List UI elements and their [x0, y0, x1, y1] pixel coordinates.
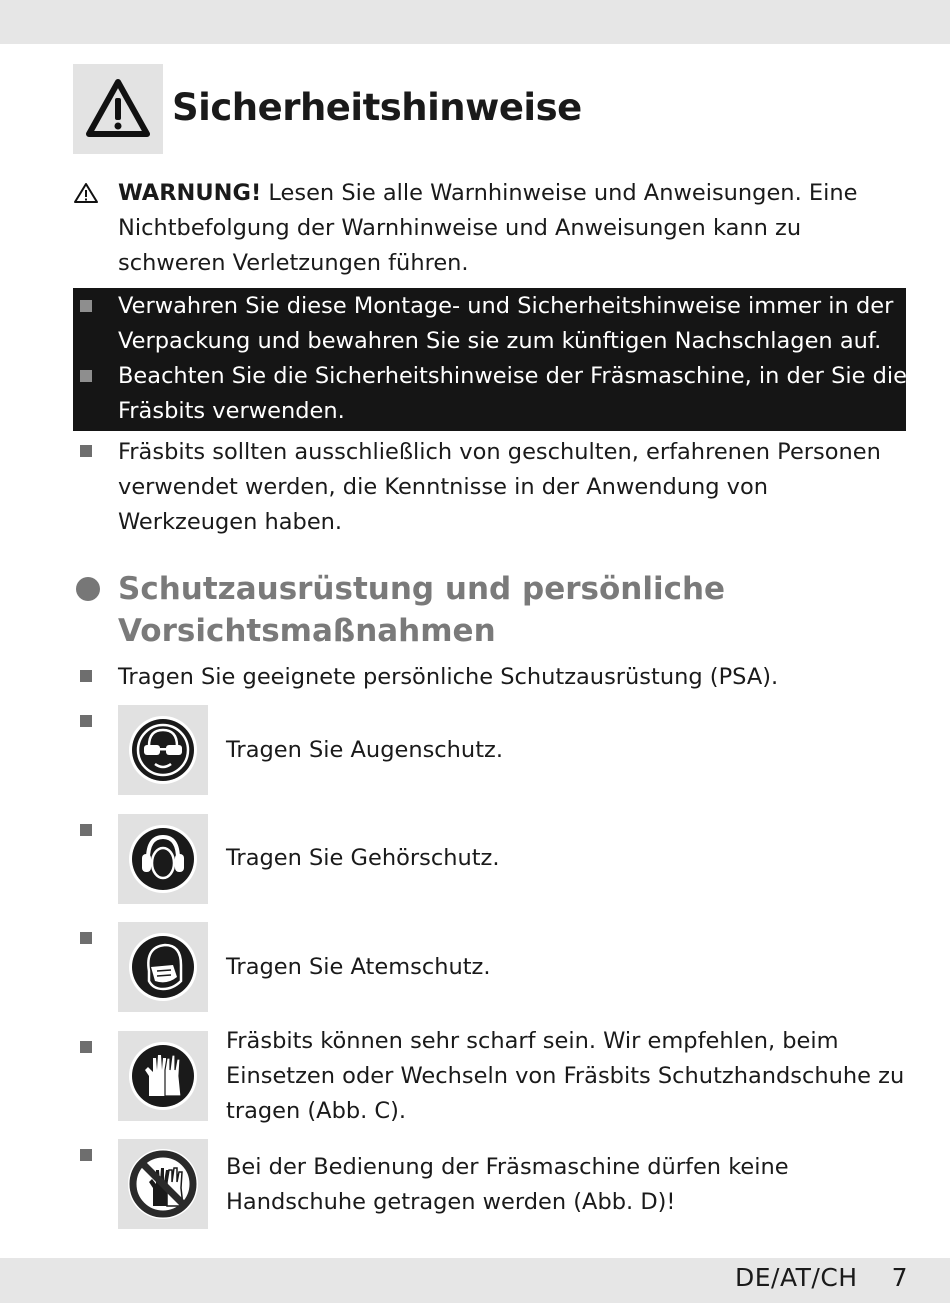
ppe-pictogram-box [118, 814, 208, 904]
top-bar [0, 0, 950, 44]
page-title: Sicherheitshinweise [172, 86, 582, 129]
bullet [80, 824, 92, 836]
ppe-pictogram-box [118, 922, 208, 1012]
ppe-pictogram-box [118, 1139, 208, 1229]
ppe-text: Bei der Bedienung der Fräsmaschine dürfen keine Handschuhe getragen werden (Abb. D)! [226, 1154, 789, 1215]
warning-text: Lesen Sie alle Warnhinweise und Anweisungen. Eine Nichtbefolgung der Warnhinweise und Anweisungen kann zu schweren Verletzungen führen. [118, 180, 858, 276]
ppe-pictogram-box [118, 705, 208, 795]
warning-triangle-icon [85, 78, 151, 138]
ppe-intro: Tragen Sie geeignete persönliche Schutzausrüstung (PSA). [118, 664, 779, 690]
bullet [80, 932, 92, 944]
bullet [80, 300, 92, 312]
page-number: 7 [891, 1263, 908, 1292]
warning-small-icon [73, 182, 99, 204]
ppe-text: Tragen Sie Gehörschutz. [226, 845, 500, 871]
respiratory-protection-icon [127, 931, 199, 1003]
title-icon-box [73, 64, 163, 154]
no-gloves-icon [127, 1148, 199, 1220]
bullet [80, 445, 92, 457]
bullet [80, 1149, 92, 1161]
highlight-box [73, 288, 906, 431]
bullet [80, 1041, 92, 1053]
bullet [80, 370, 92, 382]
footer-region: DE/AT/CH [735, 1263, 858, 1292]
warning-label: WARNUNG! [118, 180, 262, 206]
bullet [80, 670, 92, 682]
highlight-item: Beachten Sie die Sicherheitshinweise der Fräsmaschine, in der Sie die Fräsbits verwenden. [118, 363, 907, 424]
eye-protection-icon [127, 714, 199, 786]
list-item: Fräsbits sollten ausschließlich von geschulten, erfahrenen Personen verwendet werden, die Kenntnisse in der Anwendung von Werkzeugen haben. [118, 439, 881, 535]
safety-gloves-icon [127, 1040, 199, 1112]
ppe-text: Tragen Sie Atemschutz. [226, 954, 491, 980]
ppe-text: Fräsbits können sehr scharf sein. Wir empfehlen, beim Einsetzen oder Wechseln von Fräsbits Schutzhandschuhe zu tragen (Abb. C). [226, 1028, 905, 1124]
ppe-pictogram-box [118, 1031, 208, 1121]
ppe-text: Tragen Sie Augenschutz. [226, 737, 503, 763]
bullet [80, 715, 92, 727]
warning-paragraph [118, 176, 908, 281]
highlight-item: Verwahren Sie diese Montage- und Sicherheitshinweise immer in der Verpackung und bewahren Sie sie zum künftigen Nachschlagen auf. [118, 293, 894, 354]
footer [735, 1263, 908, 1292]
section-title: Schutzausrüstung und persönliche Vorsichtsmaßnahmen [118, 571, 726, 649]
hearing-protection-icon [127, 823, 199, 895]
section-bullet [76, 577, 100, 601]
